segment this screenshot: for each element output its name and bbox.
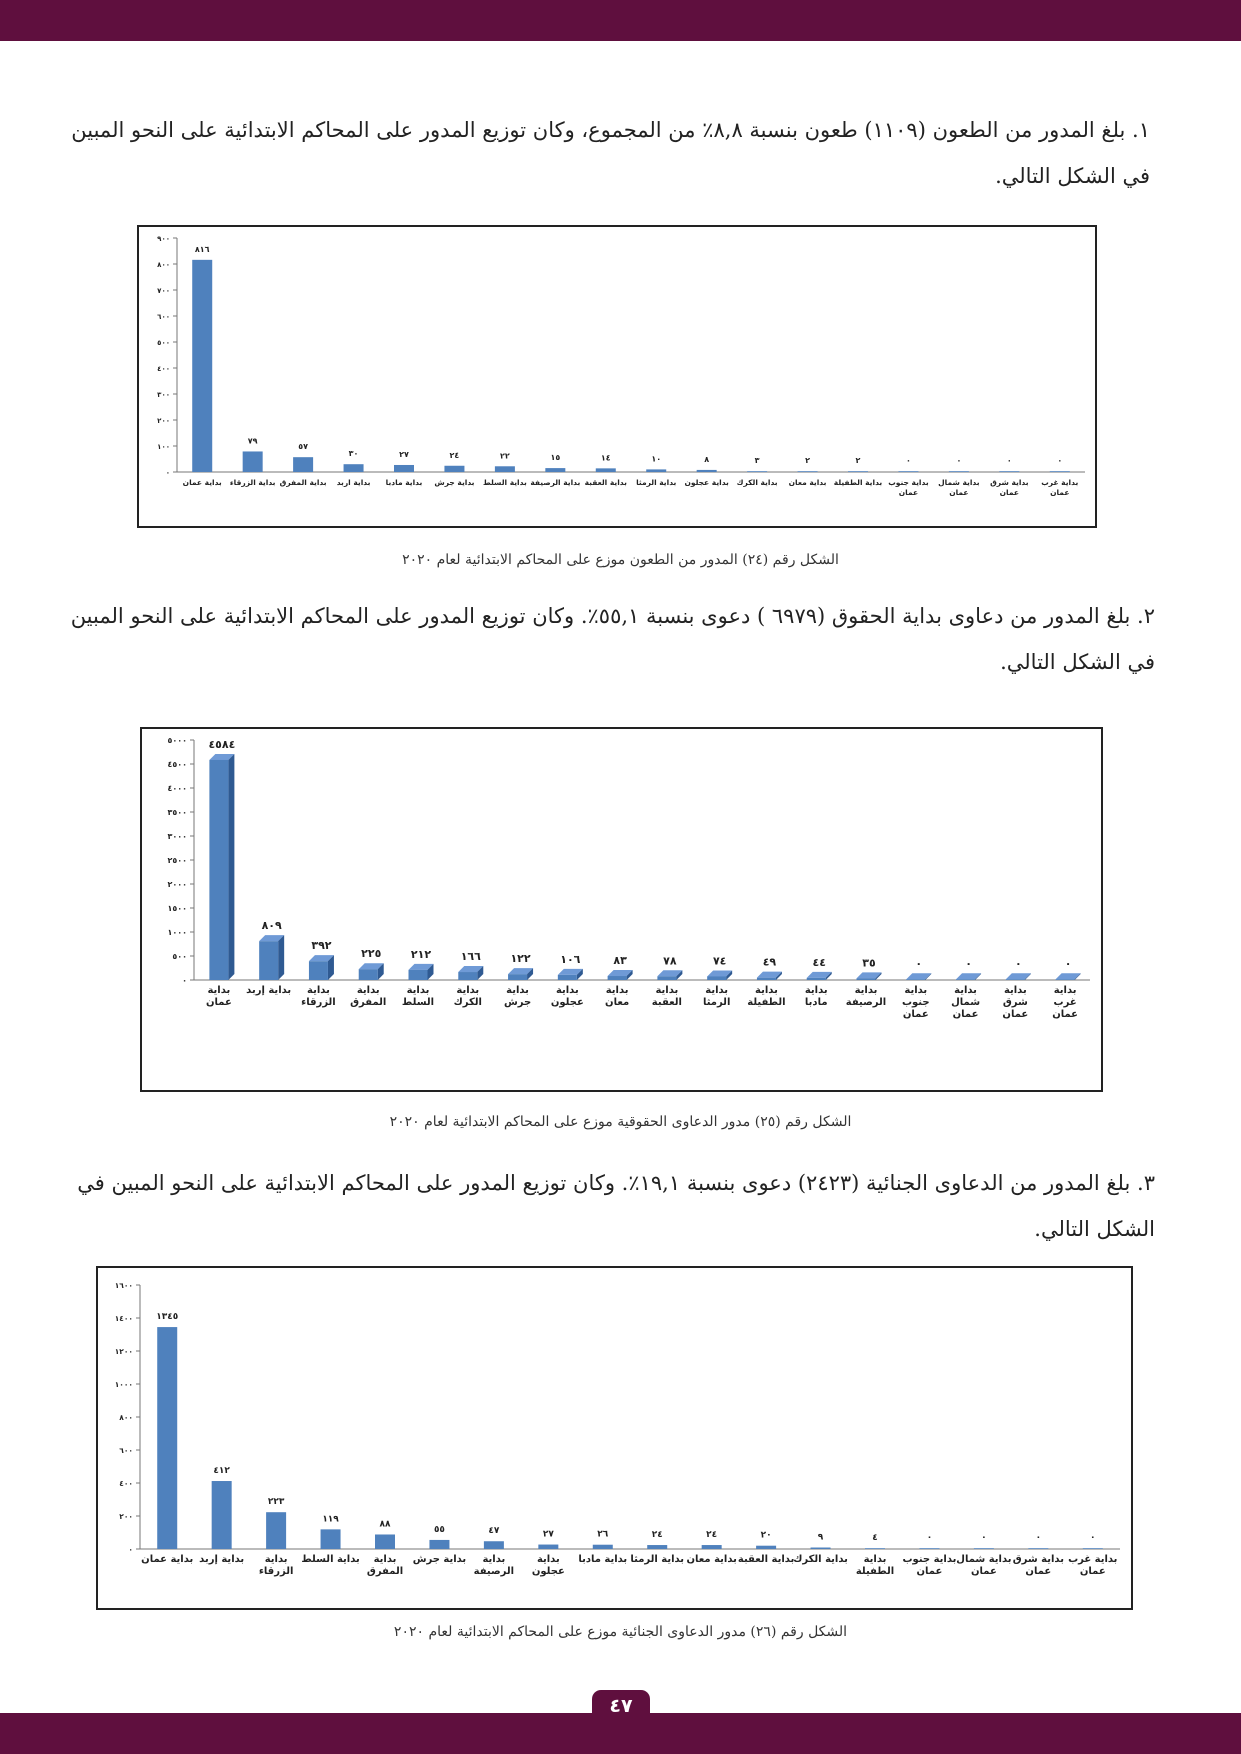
bar (919, 1548, 939, 1549)
y-tick-label: ٦٠٠ (157, 313, 170, 321)
data-label: ٢ (805, 456, 811, 466)
x-category-label: عمان (1025, 1566, 1052, 1577)
x-category-label: عمان (999, 488, 1020, 497)
x-category-label: بداية (1003, 985, 1027, 996)
x-category-label: شمال (951, 997, 981, 1008)
x-category-label: بداية إربد (199, 1554, 245, 1565)
page-number: ٤٧ (592, 1690, 650, 1722)
y-tick-label: ٤٥٠٠ (167, 760, 187, 769)
caption-civil: الشكل رقم (٢٥) مدور الدعاوى الحقوقية موزع على المحاكم الابتدائية لعام ٢٠٢٠ (389, 1114, 852, 1130)
x-category-label: بداية الكرك (793, 1554, 848, 1565)
x-category-label: بداية السلط (301, 1554, 360, 1565)
bar (974, 1548, 994, 1549)
bar (458, 972, 477, 980)
x-category-label: بداية المفرق (279, 478, 327, 487)
data-label: ١٠٦ (560, 952, 581, 966)
bar-top-face (1006, 973, 1031, 979)
data-label: ٢٧ (399, 449, 409, 459)
data-label: ٤١٢ (213, 1466, 230, 1477)
y-tick-label: ١٠٠٠ (167, 928, 187, 937)
x-category-label: بداية (264, 1554, 288, 1565)
chart-civil (142, 729, 1101, 1090)
bar (756, 1546, 776, 1549)
bar (596, 468, 616, 472)
bar (807, 978, 826, 980)
y-tick-label: ١٥٠٠ (167, 904, 187, 913)
x-category-label: عمان (1079, 1566, 1106, 1577)
bar (747, 471, 767, 472)
x-category-label: بداية (605, 985, 629, 996)
x-category-label: بداية (406, 985, 430, 996)
data-label: ١٠ (651, 454, 662, 464)
x-category-label: عمان (1052, 1009, 1079, 1020)
x-category-label: بداية جرش (434, 478, 475, 487)
bar (444, 466, 464, 472)
data-label: ٠ (1014, 957, 1022, 971)
x-category-label: بداية السلط (482, 478, 527, 487)
data-label: ٣٥ (862, 956, 876, 970)
x-category-label: بداية (356, 985, 380, 996)
data-label: ٠ (1090, 1533, 1096, 1544)
chart-appeals (139, 227, 1095, 526)
data-label: ١٥ (550, 453, 561, 463)
bar (1050, 471, 1070, 472)
data-label: ١٣٤٥ (156, 1312, 179, 1323)
x-category-label: بداية جنوب (902, 1554, 957, 1565)
y-tick-label: ١٢٠٠ (114, 1347, 133, 1356)
x-category-label: بداية معان (686, 1554, 737, 1565)
data-label: ٨١٦ (194, 244, 210, 254)
bar (1006, 979, 1025, 980)
y-tick-label: ٦٠٠ (119, 1446, 133, 1455)
bar-top-face (1056, 973, 1081, 979)
y-tick-label: ٧٠٠ (157, 287, 170, 295)
bar (538, 1545, 558, 1549)
x-category-label: معان (605, 997, 630, 1008)
y-tick-label: ٨٠٠ (119, 1413, 133, 1422)
caption-appeals: الشكل رقم (٢٤) المدور من الطعون موزع على المحاكم الابتدائية لعام ٢٠٢٠ (402, 552, 839, 568)
data-label: ٣ (754, 456, 760, 466)
bar (757, 978, 776, 980)
bar (956, 979, 975, 980)
x-category-label: مادبا (804, 997, 828, 1008)
x-category-label: بداية عمان (182, 478, 222, 487)
data-label: ٠ (1006, 456, 1012, 466)
bar (545, 468, 565, 472)
x-category-label: المفرق (366, 1566, 404, 1577)
paragraph-civil: ٢. بلغ المدور من دعاوى بداية الحقوق (٦٩٧٩ ) دعوى بنسبة ٥٥,١٪. وكان توزيع المدور على المحاكم الابتدائية على النحو المبين في الشكل التالي. (70, 604, 1155, 674)
x-category-label: بداية شرق (1012, 1554, 1064, 1565)
bar-top-face (906, 973, 931, 979)
data-label: ٢٢ (500, 451, 510, 461)
x-category-label: شرق (1002, 997, 1028, 1008)
y-tick-label: ٢٠٠٠ (167, 880, 187, 889)
x-category-label: بداية (536, 1554, 560, 1565)
bar (898, 471, 918, 472)
y-tick-label: ٢٠٠ (157, 417, 170, 425)
x-category-label: بداية (1053, 985, 1077, 996)
x-category-label: عمان (898, 488, 919, 497)
caption-criminal: الشكل رقم (٢٦) مدور الدعاوى الجنائية موزع على المحاكم الابتدائية لعام ٢٠٢٠ (393, 1624, 848, 1640)
x-category-label: الزرقاء (258, 1566, 294, 1577)
data-label: ٠ (981, 1533, 987, 1544)
data-label: ٠ (1064, 957, 1072, 971)
bar (702, 1545, 722, 1549)
paragraph-appeals: ١. بلغ المدور من الطعون (١١٠٩) طعون بنسبة ٨,٨٪ من المجموع، وكان توزيع المدور على المحاكم الابتدائية على النحو المبين في الشكل التالي. (71, 118, 1150, 188)
data-label: ٠ (915, 957, 923, 971)
data-label: ٢١٢ (410, 947, 432, 961)
data-label: ٢٠ (760, 1530, 772, 1541)
x-category-label: الكرك (453, 997, 482, 1008)
x-category-label: بداية (482, 1554, 506, 1565)
x-category-label: عمان (902, 1009, 929, 1020)
x-category-label: بداية (373, 1554, 397, 1565)
data-label: ٠ (905, 456, 911, 466)
bar (157, 1327, 177, 1549)
data-label: ٧٤ (712, 954, 727, 968)
x-category-label: بداية معان (788, 478, 827, 487)
x-category-label: عمان (949, 488, 969, 497)
x-category-label: بداية (506, 985, 529, 996)
bar (848, 471, 868, 472)
data-label: ٠ (926, 1533, 933, 1544)
y-tick-label: ٣٠٠٠ (167, 832, 187, 841)
x-category-label: جرش (503, 997, 532, 1008)
y-tick-label: ٠ (165, 469, 170, 477)
chart-frame-criminal (96, 1266, 1133, 1610)
bar (344, 464, 364, 472)
x-category-label: بداية جنوب (888, 478, 929, 487)
x-category-label: عمان (1050, 488, 1070, 497)
y-tick-label: ١٠٠٠ (114, 1380, 133, 1389)
bar (811, 1548, 831, 1549)
data-label: ٤٥٨٤ (208, 737, 236, 751)
bar (657, 976, 676, 980)
chart-criminal (98, 1268, 1131, 1608)
x-category-label: بداية الرصيفة (530, 478, 581, 487)
data-label: ٤٤ (812, 955, 826, 969)
bar (647, 1545, 667, 1549)
bar (321, 1529, 341, 1549)
x-category-label: عجلون (550, 997, 584, 1008)
x-category-label: بداية جرش (412, 1554, 467, 1565)
x-category-label: بداية غرب (1041, 478, 1079, 487)
x-category-label: بداية الرمثا (630, 1554, 685, 1565)
y-tick-label: ٥٠٠ (157, 339, 170, 347)
bar (209, 760, 228, 980)
paragraph-criminal: ٣. بلغ المدور من الدعاوى الجنائية (٢٤٢٣) دعوى بنسبة ١٩,١٪. وكان توزيع المدور على المحاكم الابتدائية على النحو المبين في الشكل التالي. (77, 1171, 1155, 1241)
data-label: ١٢٢ (510, 952, 531, 966)
data-label: ٢ (855, 456, 861, 466)
data-label: ٧٨ (663, 954, 677, 968)
y-tick-label: ٩٠٠ (157, 235, 170, 243)
x-category-label: الطفيلة (747, 997, 786, 1008)
bar (495, 466, 515, 472)
x-category-label: بداية الكرك (736, 478, 778, 487)
x-category-label: المفرق (350, 997, 387, 1008)
x-category-label: الرصيفة (473, 1566, 515, 1577)
x-category-label: بداية عمان (141, 1554, 194, 1565)
data-label: ٥٥ (433, 1524, 445, 1535)
x-category-label: بداية الرمثا (636, 478, 677, 487)
y-tick-label: ٤٠٠٠ (167, 784, 187, 793)
bar (798, 471, 818, 472)
data-label: ٢٢٥ (361, 947, 382, 961)
y-tick-label: ٤٠٠ (119, 1479, 133, 1488)
x-category-label: عمان (970, 1566, 997, 1577)
x-category-label: عمان (916, 1566, 943, 1577)
data-label: ٠ (956, 456, 962, 466)
x-category-label: غرب (1053, 997, 1077, 1008)
bar (906, 979, 925, 980)
bar (1056, 979, 1075, 980)
data-label: ٤ (872, 1533, 878, 1544)
bar-side-face (228, 754, 234, 980)
bar (429, 1540, 449, 1549)
x-category-label: الرمثا (702, 997, 731, 1008)
x-category-label: بداية غرب (1068, 1554, 1118, 1565)
bar (1028, 1548, 1048, 1549)
x-category-label: الرصيفة (845, 997, 887, 1008)
bar (593, 1545, 613, 1549)
bar-side-face (278, 935, 284, 980)
y-tick-label: ٥٠٠ (172, 952, 187, 961)
bar (508, 974, 527, 980)
data-label: ٨ (704, 454, 710, 464)
data-label: ٤٩ (762, 955, 777, 969)
bar (1083, 1548, 1103, 1549)
data-label: ٨٣ (613, 954, 627, 968)
x-category-label: عجلون (531, 1566, 565, 1577)
data-label: ١٦٦ (460, 950, 481, 964)
x-category-label: عمان (205, 997, 232, 1008)
bar (697, 470, 717, 472)
y-tick-label: ١٤٠٠ (114, 1314, 133, 1323)
data-label: ٨٠٩ (261, 919, 282, 933)
x-category-label: بداية العقبة (584, 478, 627, 487)
bar (243, 451, 263, 472)
bar (309, 961, 328, 980)
x-category-label: الزرقاء (301, 997, 336, 1008)
data-label: ٢٤ (449, 450, 460, 460)
bar (394, 465, 414, 472)
bar (999, 471, 1019, 472)
x-category-label: بداية (705, 985, 729, 996)
x-category-label: بداية (854, 985, 878, 996)
bar (359, 969, 378, 980)
x-category-label: بداية العقبة (737, 1554, 795, 1565)
data-label: ٢٧ (542, 1529, 554, 1540)
data-label: ٢٤ (706, 1530, 718, 1541)
top-banner (0, 0, 1241, 41)
x-category-label: بداية (207, 985, 231, 996)
x-category-label: بداية (863, 1554, 887, 1565)
data-label: ٩ (817, 1532, 824, 1543)
data-label: ٤٧ (488, 1526, 500, 1537)
data-label: ٥٧ (298, 442, 308, 452)
y-tick-label: ٢٠٠ (119, 1512, 133, 1521)
data-label: ٠ (965, 957, 972, 971)
y-tick-label: ١٦٠٠ (114, 1281, 133, 1290)
x-category-label: العقبة (651, 997, 682, 1008)
data-label: ٠ (1057, 456, 1063, 466)
bar (646, 469, 666, 472)
data-label: ٧٩ (247, 436, 258, 446)
bar (266, 1512, 286, 1549)
bar (293, 457, 313, 472)
y-tick-label: ١٠٠ (157, 443, 170, 451)
x-category-label: بداية عجلون (684, 478, 729, 487)
y-tick-label: ٣٠٠ (157, 391, 170, 399)
x-category-label: عمان (952, 1009, 979, 1020)
x-category-label: السلط (401, 997, 435, 1008)
x-category-label: بداية (655, 985, 679, 996)
y-tick-label: ٢٥٠٠ (167, 856, 187, 865)
x-category-label: بداية (804, 985, 828, 996)
bar (484, 1541, 504, 1549)
data-label: ٨٨ (379, 1519, 391, 1530)
bar (707, 976, 726, 980)
x-category-label: بداية الطفيلة (833, 478, 883, 487)
x-category-label: بداية (555, 985, 579, 996)
data-label: ١٤ (600, 453, 611, 463)
x-category-label: بداية (954, 985, 977, 996)
bar (857, 978, 876, 980)
y-tick-label: ٠ (128, 1545, 133, 1554)
bar (212, 1481, 232, 1549)
x-category-label: بداية (456, 985, 480, 996)
x-category-label: بداية اربد (336, 478, 371, 487)
chart-frame-civil (140, 727, 1103, 1092)
bar (192, 260, 212, 472)
bar (259, 941, 278, 980)
bar (608, 976, 627, 980)
bar (409, 970, 428, 980)
data-label: ٠ (1035, 1533, 1042, 1544)
x-category-label: جنوب (901, 997, 930, 1008)
data-label: ٢٤ (651, 1530, 663, 1541)
x-category-label: بداية الزرقاء (229, 478, 276, 487)
x-category-label: بداية شمال (956, 1554, 1012, 1565)
x-category-label: بداية مادبا (385, 478, 423, 487)
x-category-label: الطفيلة (855, 1566, 895, 1577)
data-label: ٣٩٢ (311, 939, 332, 953)
y-tick-label: ٠ (182, 976, 187, 985)
bar-top-face (956, 973, 981, 979)
chart-frame-appeals (137, 225, 1097, 528)
x-category-label: بداية مادبا (578, 1554, 628, 1565)
bar (375, 1534, 395, 1549)
y-tick-label: ٣٥٠٠ (167, 808, 187, 817)
data-label: ٣٠ (348, 449, 359, 459)
y-tick-label: ٤٠٠ (157, 365, 170, 373)
y-tick-label: ٨٠٠ (157, 261, 170, 269)
bar (558, 975, 577, 980)
data-label: ٢٢٣ (267, 1497, 285, 1508)
x-category-label: بداية إربد (246, 985, 292, 996)
data-label: ١١٩ (322, 1514, 339, 1525)
x-category-label: بداية (755, 985, 778, 996)
x-category-label: بداية (307, 985, 330, 996)
x-category-label: بداية شمال (938, 478, 980, 487)
y-tick-label: ٥٠٠٠ (167, 736, 187, 745)
x-category-label: بداية شرق (990, 478, 1029, 487)
x-category-label: عمان (1002, 1009, 1029, 1020)
bar (865, 1548, 885, 1549)
data-label: ٢٦ (597, 1529, 609, 1540)
bar (949, 471, 969, 472)
x-category-label: بداية (904, 985, 928, 996)
